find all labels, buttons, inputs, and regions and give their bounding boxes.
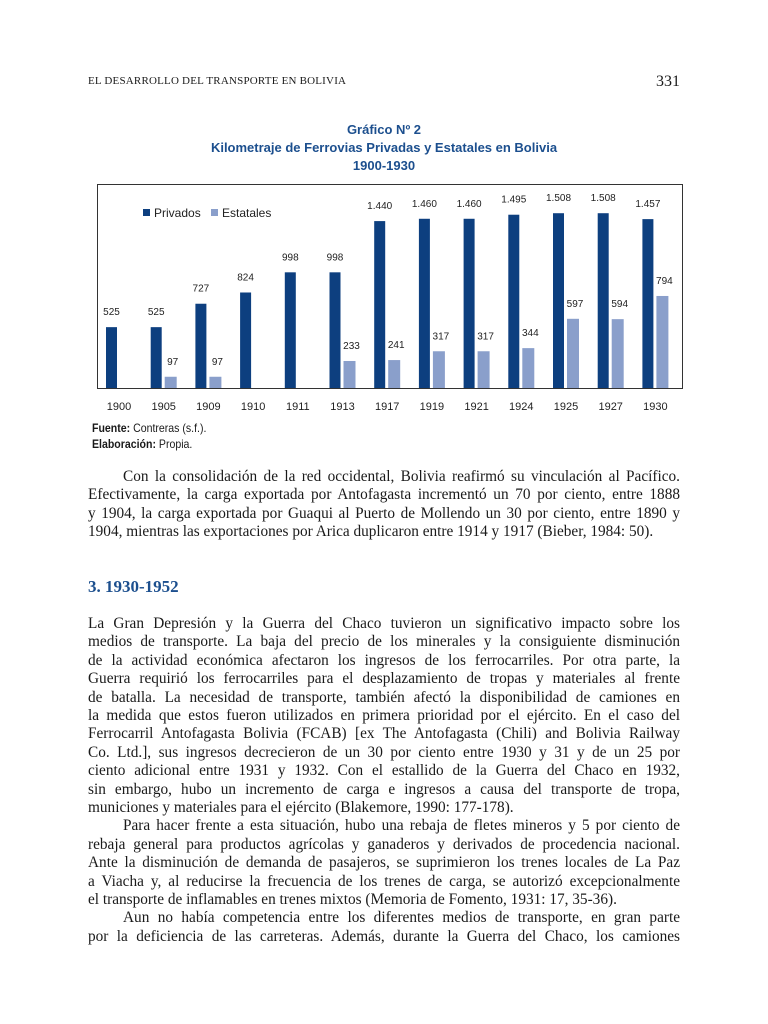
data-label: 97 — [167, 356, 179, 368]
bar-privados — [151, 327, 162, 388]
data-label: 233 — [343, 340, 360, 352]
text-line: municiones y materiales para el ejército (Blakemore, 1990: 177-178). — [88, 798, 514, 816]
text-line: de batalla. La necesidad de transporte, también afectó la disponibilidad de camiones en — [88, 688, 680, 706]
chart-title: Gráfico Nº 2 — [346, 122, 422, 137]
text-line: medios de transporte. La baja del precio de los minerales y la consiguiente disminución — [88, 633, 680, 651]
data-label: 794 — [656, 275, 673, 287]
x-tick-label: 1925 — [553, 401, 579, 413]
text-line: ciento adicional entre 1931 y 1932. Con el estallido de la Guerra del Chaco en 1932, — [88, 762, 680, 780]
x-tick-label: 1917 — [374, 401, 400, 413]
bar-estatales — [478, 351, 490, 388]
data-label: 317 — [432, 331, 450, 343]
text-line: Ante la disminución de demanda de pasajeros, se suprimieron los trenes locales de La Paz — [88, 854, 680, 872]
paragraph-2 — [88, 615, 680, 817]
text-line: Aun no había competencia entre los diferentes medios de transporte, en gran parte — [123, 909, 680, 927]
bar-privados — [508, 215, 519, 388]
text-line: Con la consolidación de la red occidental, Bolivia reafirmó su vinculación al Pacífico. — [123, 468, 680, 485]
bar-chart — [97, 184, 687, 419]
bar-estatales — [612, 319, 624, 388]
bar-privados — [419, 219, 430, 388]
x-tick-label: 1924 — [509, 401, 534, 413]
bar-privados — [240, 292, 251, 388]
bar-privados — [195, 304, 206, 388]
data-label: 597 — [566, 298, 584, 310]
chart-source — [92, 420, 206, 452]
data-label: 998 — [326, 252, 344, 264]
x-tick-label: 1905 — [151, 401, 176, 413]
paragraph-4 — [88, 909, 680, 946]
data-label: 525 — [147, 307, 165, 319]
legend-swatch-estatales — [211, 209, 218, 216]
text-line: Para hacer frente a esta situación, hubo una rebaja de fletes mineros y 5 por ciento de — [123, 817, 680, 835]
bar-estatales — [567, 319, 579, 388]
data-label: 1.440 — [367, 201, 393, 213]
bar-estatales — [388, 360, 400, 388]
source-label: Fuente: — [92, 421, 131, 435]
data-label: 97 — [211, 356, 223, 368]
chart-title-block — [0, 121, 768, 175]
data-label: 1.460 — [456, 198, 482, 210]
bar-estatales — [656, 296, 668, 388]
paragraph-3 — [88, 817, 680, 909]
data-label: 1.460 — [411, 198, 437, 210]
bar-privados — [464, 219, 475, 388]
x-tick-label: 1921 — [464, 401, 489, 413]
data-label: 1.508 — [590, 193, 616, 205]
text-line: La Gran Depresión y la Guerra del Chaco tuvieron un significativo impacto sobre los — [88, 615, 680, 632]
page-number: 331 — [656, 73, 680, 90]
chart-period: 1900-1930 — [352, 158, 416, 173]
text-line: el transporte de inflamables en trenes mixtos (Memoria de Fomento, 1931: 17, 35-36). — [88, 890, 617, 908]
elaboration-value: Propia. — [155, 437, 193, 451]
source-value: Contreras (s.f.). — [130, 421, 207, 435]
x-tick-label: 1930 — [643, 401, 668, 413]
bar-privados — [598, 213, 609, 388]
data-label: 594 — [611, 299, 629, 311]
paragraph-1 — [88, 468, 680, 542]
text-line: Co. Ltd.], sus ingresos decrecieron de un 30 por ciento entre 1930 y 31 y de un 25 por — [88, 743, 680, 761]
text-line: sin embargo, hubo un incremento de carga e ingresos a causa del transporte de tropa, — [88, 780, 680, 798]
bar-privados — [374, 221, 385, 388]
bar-privados — [553, 213, 564, 388]
x-tick-label: 1911 — [285, 401, 310, 413]
text-line: a Viacha y, al reducirse la frecuencia de los trenes de carga, se autorizó excepcionalmente — [88, 872, 680, 890]
x-tick-label: 1909 — [196, 401, 221, 413]
chart-subtitle: Kilometraje de Ferrovias Privadas y Estatales en Bolivia — [210, 140, 558, 155]
bar-privados — [285, 272, 296, 388]
data-label: 727 — [192, 283, 210, 295]
bar-privados — [330, 272, 341, 388]
legend-swatch-privados — [143, 209, 150, 216]
legend-label: Privados — [154, 206, 201, 220]
data-label: 317 — [477, 331, 494, 343]
x-tick-label: 1900 — [106, 401, 132, 413]
bar-estatales — [209, 377, 221, 388]
data-label: 824 — [237, 272, 254, 284]
data-label: 344 — [521, 328, 539, 340]
data-label: 241 — [387, 340, 405, 352]
x-tick-label: 1927 — [598, 401, 623, 413]
data-label: 998 — [281, 252, 299, 264]
bar-estatales — [344, 361, 356, 388]
x-tick-label: 1910 — [240, 401, 266, 413]
bar-estatales — [165, 377, 177, 388]
text-line: rebaja general para productos agrícolas y ganaderos y derivados de procedencia nacional. — [88, 835, 680, 853]
legend-label: Estatales — [222, 206, 272, 220]
text-line: Guerra requirió los ferrocarriles para el desplazamiento de tropas y materiales al frente — [88, 670, 680, 688]
bar-estatales — [433, 351, 445, 388]
text-line: Ferrocarril Antofagasta Bolivia (FCAB) [ex The Antofagasta (Chili) and Bolivia Railway — [88, 725, 680, 743]
text-line: y 1904, la carga exportada por Guaqui al Puerto de Mollendo un 30 por ciento, entre 1890 y — [88, 504, 680, 522]
data-label: 1.495 — [501, 194, 527, 206]
bar-estatales — [522, 348, 534, 388]
text-line: Efectivamente, la carga exportada por Antofagasta incrementó un 70 por ciento, entre 1888 — [88, 486, 680, 504]
running-header: EL DESARROLLO DEL TRANSPORTE EN BOLIVIA — [88, 75, 347, 87]
bar-privados — [642, 219, 653, 388]
elaboration-label: Elaboración: — [92, 437, 156, 451]
text-line: por la deficiencia de las carreteras. Además, durante la Guerra del Chaco, los camiones — [88, 927, 680, 945]
data-label: 1.508 — [545, 193, 572, 205]
text-line: de la actividad económica afectaron los ingresos de los ferrocarriles. Por otra parte, la — [88, 651, 680, 669]
x-tick-label: 1913 — [330, 401, 355, 413]
text-line: 1904, mientras las exportaciones por Arica duplicaron entre 1914 y 1917 (Bieber, 1984: 50). — [88, 523, 654, 541]
data-label: 525 — [103, 307, 120, 319]
data-label: 1.457 — [635, 199, 661, 211]
x-tick-label: 1919 — [419, 401, 445, 413]
text-line: la medida que estos fueron utilizados en primera prioridad por el ejército. En el caso del — [88, 706, 680, 724]
section-heading: 3. 1930-1952 — [88, 577, 179, 596]
bar-privados — [106, 327, 117, 388]
